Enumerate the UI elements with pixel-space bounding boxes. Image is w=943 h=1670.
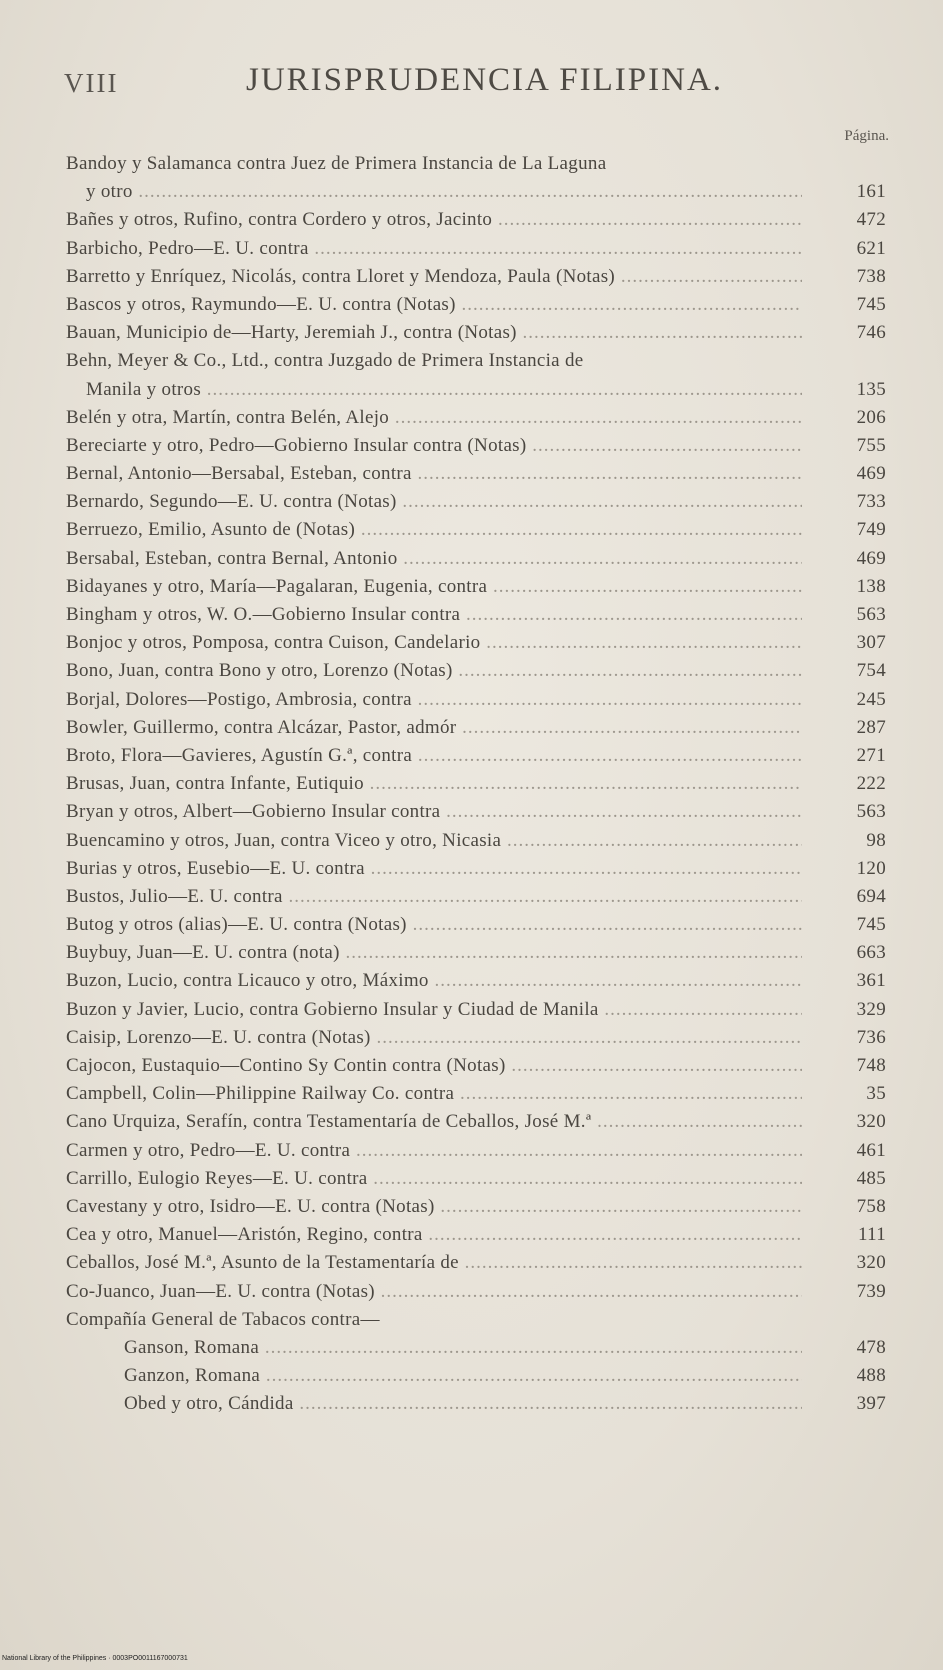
entry-text: Compañía General de Tabacos contra— [66, 1308, 380, 1330]
entry-page-number: 35 [866, 1083, 886, 1105]
entry-page-number: 320 [856, 1252, 886, 1274]
index-entry [66, 714, 886, 742]
entry-text: Bernardo, Segundo—E. U. contra (Notas) ..... [66, 488, 802, 516]
entry-page-number: 563 [856, 801, 886, 823]
index-entry [66, 347, 886, 375]
index-entry [66, 601, 886, 629]
footer-watermark: National Library of the Philippines · 0003PO0011167000731 [2, 1655, 188, 1662]
entry-text: Cea y otro, Manuel—Aristón, Regino, contra ..... [66, 1221, 802, 1249]
entry-page-number: 245 [856, 688, 886, 710]
entry-page-number: 98 [866, 829, 886, 851]
entry-page-number: 755 [856, 434, 886, 456]
entry-text: Caisip, Lorenzo—E. U. contra (Notas) ..... [66, 1024, 802, 1052]
entry-page-number: 694 [856, 885, 886, 907]
entry-text: Bustos, Julio—E. U. contra ..... [66, 883, 802, 911]
index-entry [66, 1249, 886, 1277]
entry-page-number: 287 [856, 716, 886, 738]
entry-text: Bidayanes y otro, María—Pagalaran, Eugenia, contra ..... [66, 573, 802, 601]
index-entry [66, 686, 886, 714]
entry-text: Buencamino y otros, Juan, contra Viceo y otro, Nicasia ..... [66, 827, 802, 855]
entry-page-number: 469 [856, 463, 886, 485]
index-entry [66, 488, 886, 516]
entry-text: Barbicho, Pedro—E. U. contra ..... [66, 235, 802, 263]
entry-text: Carmen y otro, Pedro—E. U. contra ..... [66, 1137, 802, 1165]
entry-page-number: 745 [856, 293, 886, 315]
entry-page-number: 485 [856, 1167, 886, 1189]
entry-page-number: 135 [856, 378, 886, 400]
entry-text: Burias y otros, Eusebio—E. U. contra ..... [66, 855, 802, 883]
entry-text: Cano Urquiza, Serafín, contra Testamentaría de Ceballos, José M.ª ..... [66, 1108, 802, 1136]
entry-page-number: 745 [856, 914, 886, 936]
entry-page-number: 329 [856, 998, 886, 1020]
index-entry [66, 291, 886, 319]
entry-page-number: 469 [856, 547, 886, 569]
index-entry [66, 770, 886, 798]
index-entry [66, 1193, 886, 1221]
index-entry [66, 883, 886, 911]
entry-page-number: 222 [856, 773, 886, 795]
index-entry [66, 235, 886, 263]
entry-text: Brusas, Juan, contra Infante, Eutiquio ..... [66, 770, 802, 798]
entry-page-number: 161 [856, 181, 886, 203]
entry-text: Bandoy y Salamanca contra Juez de Primera Instancia de La Laguna [66, 153, 607, 174]
entry-text: Carrillo, Eulogio Reyes—E. U. contra ..... [66, 1165, 802, 1193]
index-entry [66, 1080, 886, 1108]
entry-page-number: 271 [856, 744, 886, 766]
index-entry [66, 263, 886, 291]
page-header [0, 62, 943, 102]
index-entry [66, 404, 886, 432]
entry-text: Ganzon, Romana ..... [124, 1362, 802, 1390]
index-entry [66, 911, 886, 939]
index-entry [66, 545, 886, 573]
entry-text: Buzon, Lucio, contra Licauco y otro, Máximo ..... [66, 967, 802, 995]
entry-page-number: 758 [856, 1195, 886, 1217]
entry-page-number: 138 [856, 575, 886, 597]
index-entry [66, 1390, 886, 1418]
index-entries-list [66, 150, 886, 1418]
entry-text: Bersabal, Esteban, contra Bernal, Antonio ..... [66, 545, 802, 573]
entry-text: Ceballos, José M.ª, Asunto de la Testamentaría de ..... [66, 1249, 802, 1277]
index-entry [66, 798, 886, 826]
index-entry [66, 855, 886, 883]
entry-text: Cavestany y otro, Isidro—E. U. contra (Notas) ..... [66, 1193, 802, 1221]
entry-page-number: 621 [856, 237, 886, 259]
entry-page-number: 563 [856, 604, 886, 625]
entry-text: Co-Juanco, Juan—E. U. contra (Notas) ..... [66, 1278, 802, 1306]
index-entry [66, 1334, 886, 1362]
index-entry [66, 827, 886, 855]
index-entry [66, 1052, 886, 1080]
index-entry [66, 1108, 886, 1136]
entry-text: Bono, Juan, contra Bono y otro, Lorenzo (Notas) ..... [66, 657, 802, 685]
entry-text: Bowler, Guillermo, contra Alcázar, Pastor, admór ..... [66, 714, 802, 742]
entry-page-number: 754 [856, 660, 886, 682]
index-entry [66, 1024, 886, 1052]
index-entry [66, 939, 886, 967]
entry-page-number: 361 [856, 970, 886, 992]
entry-page-number: 488 [856, 1365, 886, 1387]
entry-text: Bereciarte y otro, Pedro—Gobierno Insular contra (Notas) ..... [66, 432, 802, 460]
index-entry [66, 1137, 886, 1165]
entry-text: Bonjoc y otros, Pomposa, contra Cuison, Candelario ..... [66, 629, 802, 657]
entry-text: Bauan, Municipio de—Harty, Jeremiah J., contra (Notas) ..... [66, 319, 802, 347]
entry-text: Bryan y otros, Albert—Gobierno Insular contra ..... [66, 798, 802, 826]
entry-text: Behn, Meyer & Co., Ltd., contra Juzgado de Primera Instancia de [66, 350, 584, 372]
entry-text: Buzon y Javier, Lucio, contra Gobierno Insular y Ciudad de Manila ..... [66, 996, 802, 1024]
index-entry [66, 206, 886, 234]
entry-page-number: 472 [856, 209, 886, 231]
entry-page-number: 320 [856, 1111, 886, 1133]
entry-page-number: 736 [856, 1026, 886, 1048]
page-title: JURISPRUDENCIA FILIPINA. [246, 62, 724, 98]
entry-page-number: 111 [858, 1224, 886, 1246]
entry-text: Bernal, Antonio—Bersabal, Esteban, contra ..... [66, 460, 802, 488]
index-entry [66, 742, 886, 770]
index-entry [66, 516, 886, 544]
entry-text: Barretto y Enríquez, Nicolás, contra Lloret y Mendoza, Paula (Notas) ..... [66, 263, 802, 291]
entry-page-number: 461 [856, 1139, 886, 1161]
entry-text: Ganson, Romana ..... [124, 1334, 802, 1362]
entry-text: Butog y otros (alias)—E. U. contra (Notas) ..... [66, 911, 802, 939]
entry-text: Berruezo, Emilio, Asunto de (Notas) ..... [66, 516, 802, 544]
entry-text: Bañes y otros, Rufino, contra Cordero y otros, Jacinto ..... [66, 206, 802, 234]
index-entry [66, 1278, 886, 1306]
entry-page-number: 663 [856, 942, 886, 964]
entry-page-number: 748 [856, 1055, 886, 1076]
entry-text: Bascos y otros, Raymundo—E. U. contra (Notas) ..... [66, 291, 802, 319]
entry-page-number: 397 [856, 1393, 886, 1415]
entry-page-number: 733 [856, 491, 886, 513]
entry-text: Obed y otro, Cándida ..... [124, 1390, 802, 1418]
entry-page-number: 739 [856, 1280, 886, 1302]
entry-page-number: 206 [856, 406, 886, 428]
entry-text: Campbell, Colin—Philippine Railway Co. contra ..... [66, 1080, 802, 1108]
index-entry [66, 1362, 886, 1390]
index-entry [66, 319, 886, 347]
entry-text: Bingham y otros, W. O.—Gobierno Insular contra ..... [66, 601, 802, 629]
entry-text: Manila y otros ..... [86, 376, 802, 404]
index-entry [66, 573, 886, 601]
page-number: VIII [64, 68, 119, 98]
index-entry [66, 967, 886, 995]
index-entry [66, 178, 886, 206]
entry-text: Borjal, Dolores—Postigo, Ambrosia, contra ..... [66, 686, 802, 714]
index-entry [66, 460, 886, 488]
index-entry [66, 657, 886, 685]
index-entry [66, 1165, 886, 1193]
entry-text: Cajocon, Eustaquio—Contino Sy Contin contra (Notas) ..... [66, 1052, 802, 1080]
entry-text: y otro ..... [86, 178, 802, 206]
index-entry [66, 432, 886, 460]
entry-page-number: 307 [856, 632, 886, 654]
entry-page-number: 120 [856, 857, 886, 879]
index-entry [66, 150, 886, 178]
entry-page-number: 749 [856, 519, 886, 541]
index-entry [66, 629, 886, 657]
index-entry [66, 1221, 886, 1249]
entry-page-number: 738 [856, 265, 886, 287]
index-entry [66, 996, 886, 1024]
entry-text: Belén y otra, Martín, contra Belén, Alejo ..... [66, 404, 802, 432]
entry-text: Broto, Flora—Gavieres, Agustín G.ª, contra ..... [66, 742, 802, 770]
page-column-label: Página. [844, 128, 889, 144]
entry-text: Buybuy, Juan—E. U. contra (nota) ..... [66, 939, 802, 967]
entry-page-number: 746 [856, 322, 886, 344]
index-entry [66, 376, 886, 404]
entry-page-number: 478 [856, 1336, 886, 1358]
index-entry [66, 1306, 886, 1334]
